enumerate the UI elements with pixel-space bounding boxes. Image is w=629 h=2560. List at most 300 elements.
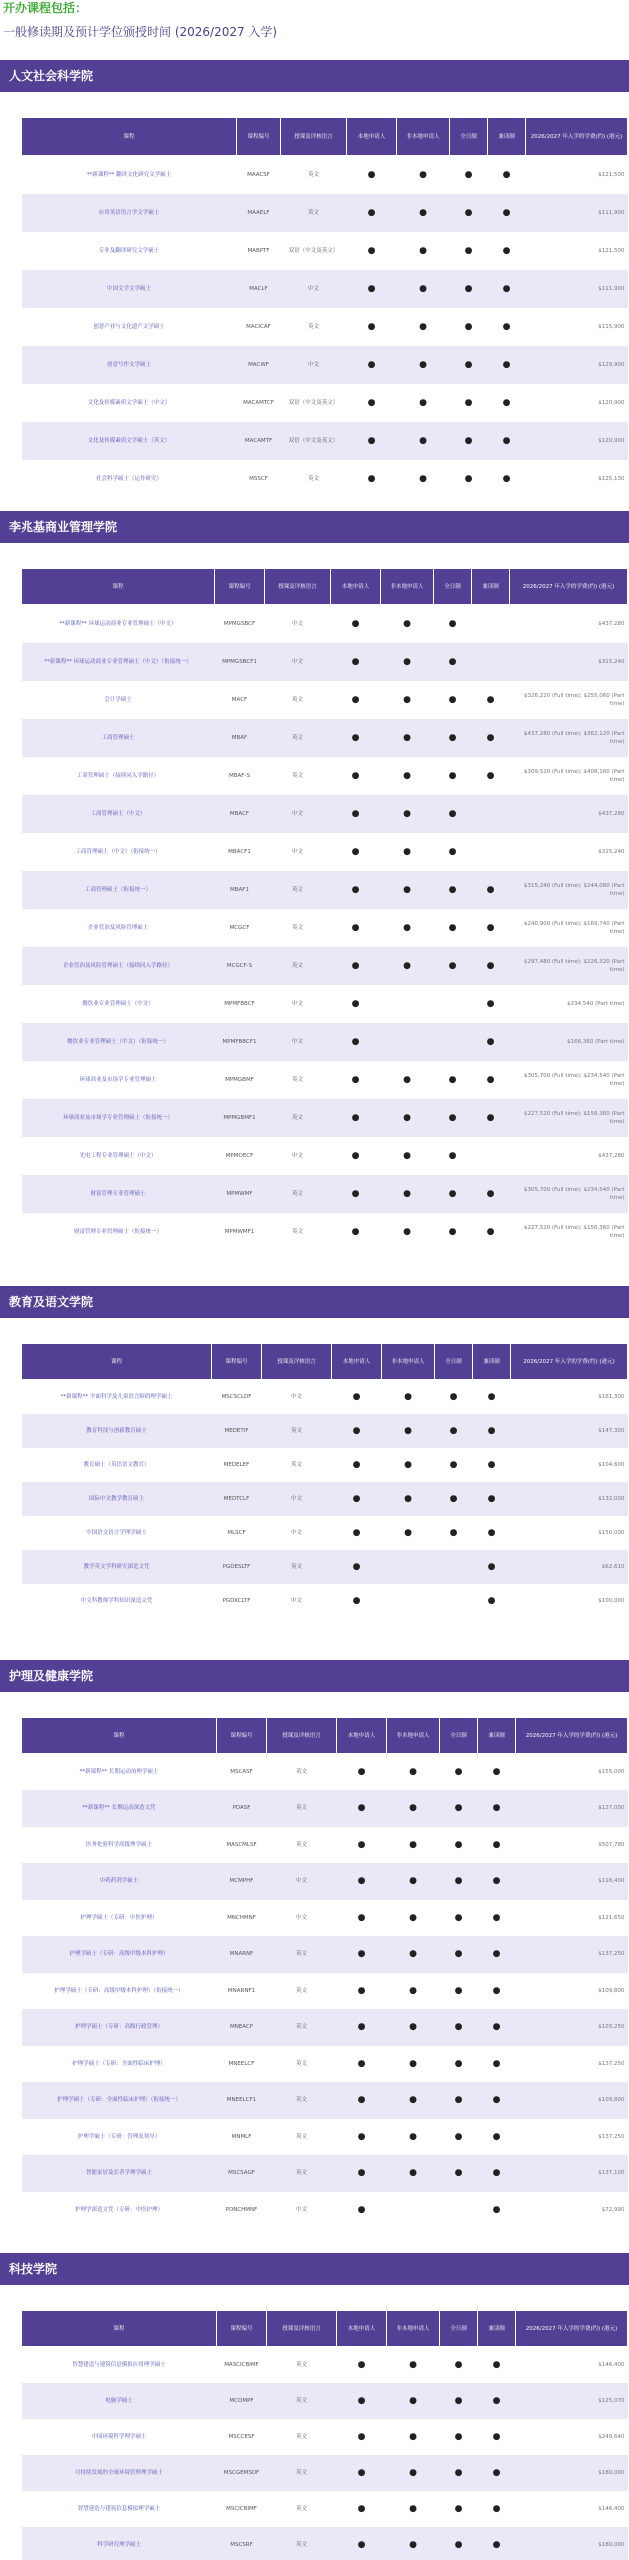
programme-language: 英文 xyxy=(265,871,331,909)
col-part-time-header: 兼读制 xyxy=(478,2311,516,2347)
part-time-indicator: ● xyxy=(478,2082,516,2119)
programme-language: 英文 xyxy=(265,1175,331,1213)
nonlocal-indicator: ● xyxy=(419,321,427,332)
col-code-header: 课程编号 xyxy=(217,1718,267,1754)
section-title: 教育及语文学院 xyxy=(9,1295,94,1309)
programme-name-link[interactable]: 工商管理硕士（中文）（衔接统一） xyxy=(75,848,161,855)
programme-name-link[interactable]: **新课程** 长期运动治理学硕士 xyxy=(79,1769,159,1775)
programme-language: 双语（中文及英文） xyxy=(288,247,339,254)
programme-code: MACWF xyxy=(237,346,281,384)
col-code-header: 课程编号 xyxy=(217,2311,267,2347)
programme-code: MSSCF xyxy=(249,475,268,482)
section-title-bar xyxy=(0,1286,629,1318)
table-row xyxy=(22,1516,628,1550)
programme-name-link[interactable]: 护理学硕士（专研：管理及领导） xyxy=(77,2133,161,2140)
full-time-indicator xyxy=(434,985,472,1023)
programme-code: MSCSCLDF xyxy=(221,1393,252,1400)
table-row xyxy=(22,795,628,833)
nonlocal-indicator: ● xyxy=(381,643,434,681)
programme-code: MACAMTCF xyxy=(243,399,274,406)
part-time-indicator: ● xyxy=(487,1459,496,1470)
programme-fee: $125,130 xyxy=(598,475,625,482)
table-row xyxy=(22,2046,628,2083)
full-time-indicator: ● xyxy=(440,2009,478,2046)
programme-code: MLSCF xyxy=(227,1529,246,1536)
programme-fee: $305,700 (Full time); $234,540 (Part time) xyxy=(524,1072,625,1087)
table-row xyxy=(22,2383,628,2419)
nonlocal-indicator: ● xyxy=(404,1391,412,1402)
programme-fee: $129,900 xyxy=(526,346,628,384)
nonlocal-indicator: ● xyxy=(403,618,411,629)
programme-fee: $62,610 xyxy=(511,1550,628,1584)
programme-code: MBAF-S xyxy=(229,772,250,779)
programme-name-link[interactable]: 护理学硕士（专研：高级甲级本科护理） xyxy=(22,1936,217,1973)
table-row xyxy=(22,1061,628,1099)
local-indicator: ● xyxy=(367,473,376,484)
full-time-indicator xyxy=(440,2192,478,2229)
programme-language: 中文 xyxy=(291,848,303,855)
table-header-row xyxy=(22,1344,628,1380)
full-time-indicator: ● xyxy=(440,2527,478,2560)
part-time-indicator: ● xyxy=(472,1175,510,1213)
local-indicator: ● xyxy=(347,194,397,232)
nonlocal-indicator: ● xyxy=(387,1790,440,1827)
programme-name-link[interactable]: 餐饮业专业管理硕士（中文）（衔接统一） xyxy=(22,1023,215,1061)
part-time-indicator: ● xyxy=(472,871,510,909)
programme-code: MSCGEMSDF xyxy=(217,2455,267,2491)
col-full-time-header: 全日制 xyxy=(440,1718,478,1754)
programme-language: 中文 xyxy=(290,1529,302,1536)
programme-code: MACICAF xyxy=(246,323,271,330)
full-time-indicator: ● xyxy=(454,1985,463,1996)
programme-language: 英文 xyxy=(265,1099,331,1137)
local-indicator: ● xyxy=(351,618,360,629)
programme-fee: $147,300 xyxy=(511,1414,628,1448)
nonlocal-indicator: ● xyxy=(409,1839,417,1850)
table-row xyxy=(22,2155,628,2192)
part-time-indicator: ● xyxy=(473,1550,511,1584)
programme-name-link[interactable]: 可持续发展的全球环境管理理学硕士 xyxy=(22,2455,217,2491)
nonlocal-indicator: ● xyxy=(387,2455,440,2491)
nonlocal-indicator: ● xyxy=(387,2383,440,2419)
nonlocal-indicator: ● xyxy=(381,719,434,757)
programme-fee: $146,400 xyxy=(598,2361,625,2368)
local-indicator: ● xyxy=(332,1414,382,1448)
programme-code: MPMWMF xyxy=(215,1175,265,1213)
col-lang-header: 授课及评核语言 xyxy=(265,569,331,605)
programme-code: MEDELEF xyxy=(223,1461,250,1468)
table-row xyxy=(22,1973,628,2010)
programme-code: MCMPHF xyxy=(217,1863,267,1900)
part-time-indicator: ● xyxy=(478,2383,516,2419)
programme-name-link[interactable]: 创意产业与文化遗产文学硕士 xyxy=(93,323,165,330)
full-time-indicator: ● xyxy=(454,1839,463,1850)
section-title: 科技学院 xyxy=(9,2262,58,2276)
full-time-indicator: ● xyxy=(454,2359,463,2370)
programme-language: 英文 xyxy=(307,475,319,482)
programme-language: 英文 xyxy=(291,696,303,703)
table-row xyxy=(22,2082,628,2119)
programme-name-link[interactable]: **新课程** 翻译文化研究文学硕士 xyxy=(86,171,172,178)
programme-fee: $166,360 (Part time) xyxy=(510,1023,628,1061)
col-nonlocal-header: 非本地申请人 xyxy=(387,1718,440,1754)
programme-language: 英文 xyxy=(267,2082,337,2119)
local-indicator: ● xyxy=(337,2009,387,2046)
col-fee-header: 2026/2027 年入学的学费(约) (港元) xyxy=(511,1344,628,1380)
full-time-indicator: ● xyxy=(450,422,488,460)
programme-code: MPMOECF xyxy=(225,1152,254,1159)
part-time-indicator: ● xyxy=(492,1912,501,1923)
programme-fee: $315,240 xyxy=(510,643,628,681)
programme-name-link[interactable]: 财富管理专业管理硕士 xyxy=(22,1175,215,1213)
local-indicator: ● xyxy=(331,1099,381,1137)
table-row xyxy=(22,270,628,308)
nonlocal-indicator: ● xyxy=(409,2058,417,2069)
local-indicator: ● xyxy=(331,1175,381,1213)
full-time-indicator: ● xyxy=(440,1863,478,1900)
nonlocal-indicator xyxy=(387,2192,440,2229)
programme-fee: $125,070 xyxy=(516,2383,628,2419)
full-time-indicator: ● xyxy=(448,1074,457,1085)
programme-code: MBAF1 xyxy=(215,871,265,909)
programme-name-link[interactable]: 专业及翻译研究文学硕士 xyxy=(98,247,160,254)
part-time-indicator: ● xyxy=(492,2359,501,2370)
programme-name-link[interactable]: 护理学硕士（专研：高级甲级本科护理）（衔接统一） xyxy=(54,1987,184,1994)
table-row xyxy=(22,1175,628,1213)
col-lang-header: 授课及评核语言 xyxy=(267,2311,337,2347)
col-name-header: 课程 xyxy=(22,2311,217,2347)
col-code-header: 课程编号 xyxy=(215,569,265,605)
local-indicator: ● xyxy=(347,270,397,308)
table-row xyxy=(22,719,628,757)
programme-code: MPMGBMF1 xyxy=(215,1099,265,1137)
part-time-indicator: ● xyxy=(488,346,526,384)
nonlocal-indicator: ● xyxy=(403,1074,411,1085)
full-time-indicator: ● xyxy=(449,1391,458,1402)
nonlocal-indicator: ● xyxy=(409,1767,417,1777)
local-indicator: ● xyxy=(337,1790,387,1827)
programme-fee: $240,900 (Full time); $169,740 (Part time) xyxy=(524,920,625,935)
programme-name-link[interactable]: 工商管理硕士（接续同入学路径） xyxy=(76,772,160,779)
table-row xyxy=(22,232,628,270)
full-time-indicator: ● xyxy=(440,2155,478,2192)
part-time-indicator: ● xyxy=(472,1099,510,1137)
programme-name-link[interactable]: 文化及传媒素质文学硕士（中文） xyxy=(87,399,171,406)
programme-name-link[interactable]: **新课程** 环球运动商业专业管理硕士（中文）（衔接统一） xyxy=(22,643,215,681)
programme-fee: $315,240 (Full time); $244,080 (Part time) xyxy=(510,871,628,909)
programme-name-link[interactable]: 中文科教师学科知识深造文凭 xyxy=(80,1597,153,1604)
programme-name-link[interactable]: 护理学硕士（专研：高级行政管理） xyxy=(22,2009,217,2046)
full-time-indicator xyxy=(435,1584,473,1618)
programme-table xyxy=(21,2310,628,2560)
programme-name-link[interactable]: 创意写作文学硕士 xyxy=(22,346,237,384)
programme-language: 中文 xyxy=(290,1393,302,1400)
programme-name-link[interactable]: 科学研究理学硕士 xyxy=(22,2527,217,2560)
nonlocal-indicator: ● xyxy=(409,1985,417,1996)
nonlocal-indicator: ● xyxy=(403,846,411,857)
programme-name-link[interactable]: 智慧建造与建筑信息模拟应用理学硕士 xyxy=(72,2361,166,2368)
local-indicator: ● xyxy=(337,2155,387,2192)
programme-name-link[interactable]: 护理学深造文凭（专研：中医护理） xyxy=(74,2206,163,2213)
programme-name-link[interactable]: 工商管理硕士（衔接统一） xyxy=(22,871,215,909)
programme-code: MACAMTF xyxy=(237,422,281,460)
programme-name-link[interactable]: 环球商业及市场学专业管理硕士（衔接统一） xyxy=(22,1099,215,1137)
programme-code: PGDESLTF xyxy=(212,1550,262,1584)
programme-code: MNEELCF xyxy=(228,2060,255,2067)
programme-name-link[interactable]: 智能家居及长者学理学硕士 xyxy=(22,2155,217,2192)
table-row xyxy=(22,757,628,795)
local-indicator: ● xyxy=(351,1226,360,1237)
programme-language: 英文 xyxy=(267,1936,337,1973)
full-time-indicator: ● xyxy=(448,770,457,781)
part-time-indicator: ● xyxy=(488,194,526,232)
local-indicator: ● xyxy=(352,1391,361,1402)
part-time-indicator: ● xyxy=(478,2455,516,2491)
programme-fee: $104,600 xyxy=(598,1461,625,1468)
programme-fee: $109,800 xyxy=(516,2082,628,2119)
local-indicator: ● xyxy=(351,694,360,705)
programme-name-link[interactable]: 餐饮业专业管理硕士（中文） xyxy=(82,1000,154,1007)
programme-name-link[interactable]: 工商管理硕士（中文） xyxy=(22,795,215,833)
programme-fee: $297,480 (Full time); $226,320 (Part time) xyxy=(510,947,628,985)
programme-code: MSCICBIMF xyxy=(226,2505,257,2512)
programme-name-link[interactable]: **新课程** 长期运动深造文凭 xyxy=(22,1790,217,1827)
col-nonlocal-header: 非本地申请人 xyxy=(382,1344,435,1380)
part-time-indicator: ● xyxy=(478,1863,516,1900)
part-time-indicator: ● xyxy=(486,1226,495,1237)
full-time-indicator xyxy=(434,1023,472,1061)
nonlocal-indicator xyxy=(382,1584,435,1618)
full-time-indicator: ● xyxy=(434,719,472,757)
programme-name-link[interactable]: 教学英文学科研究深造文凭 xyxy=(22,1550,212,1584)
programme-table xyxy=(21,568,628,1251)
local-indicator: ● xyxy=(357,2204,366,2215)
col-nonlocal-header: 非本地申请人 xyxy=(387,2311,440,2347)
table-row xyxy=(22,2491,628,2527)
table-row xyxy=(22,1482,628,1516)
nonlocal-indicator: ● xyxy=(397,422,450,460)
part-time-indicator: ● xyxy=(502,245,511,256)
programme-code: MNEELCF1 xyxy=(217,2082,267,2119)
programme-code: MPMFBBCF1 xyxy=(215,1023,265,1061)
col-local-header: 本地申请人 xyxy=(332,1344,382,1380)
programme-fee: $137,250 xyxy=(598,2133,625,2140)
programme-fee: $437,280 (Full time); $362,120 (Part time) xyxy=(510,719,628,757)
programme-fee: $137,250 xyxy=(598,2060,625,2067)
programme-name-link[interactable]: 中药药剂学硕士 xyxy=(22,1863,217,1900)
full-time-indicator: ● xyxy=(464,245,473,256)
full-time-indicator: ● xyxy=(454,2503,463,2514)
programme-fee: $111,900 xyxy=(526,270,628,308)
table-row xyxy=(22,1790,628,1827)
nonlocal-indicator: ● xyxy=(404,1459,412,1470)
full-time-indicator: ● xyxy=(435,1482,473,1516)
programme-name-link[interactable]: 中国文学文学硕士 xyxy=(22,270,237,308)
full-time-indicator xyxy=(435,1550,473,1584)
programme-name-link[interactable]: 企业管治及风险管理硕士（接续同入学路径） xyxy=(22,947,215,985)
part-time-indicator xyxy=(472,1137,510,1175)
table-row xyxy=(22,2119,628,2156)
full-time-indicator: ● xyxy=(464,473,473,484)
local-indicator: ● xyxy=(337,2455,387,2491)
local-indicator: ● xyxy=(357,1985,366,1996)
table-row xyxy=(22,346,628,384)
programme-language: 英文 xyxy=(295,2060,307,2067)
part-time-indicator: ● xyxy=(492,1767,501,1777)
col-name-header: 课程 xyxy=(22,118,237,156)
full-time-indicator: ● xyxy=(434,1175,472,1213)
nonlocal-indicator: ● xyxy=(403,1226,411,1237)
programme-name-link[interactable]: 环球商业及市场学专业管理硕士 xyxy=(79,1076,157,1083)
full-time-indicator: ● xyxy=(450,194,488,232)
programme-language: 英文 xyxy=(295,1841,307,1848)
programme-language: 英文 xyxy=(295,2505,307,2512)
table-row xyxy=(22,2455,628,2491)
programme-language: 英文 xyxy=(295,1987,307,1994)
nonlocal-indicator xyxy=(381,1023,434,1061)
programme-code: PDNCHMNF xyxy=(225,2206,258,2213)
programme-name-link[interactable]: **新课程** 环球运动商业专业管理硕士（中文） xyxy=(59,620,177,627)
programme-language: 中文 xyxy=(291,1000,303,1007)
programme-name-link[interactable]: 会计学硕士 xyxy=(104,696,132,703)
programme-language: 英文 xyxy=(295,2361,307,2368)
programme-language: 英文 xyxy=(262,1550,332,1584)
local-indicator: ● xyxy=(337,2383,387,2419)
programme-name-link[interactable]: 护理学硕士（专研：全面性临床护理）（衔接统一） xyxy=(22,2082,217,2119)
programme-language: 英文 xyxy=(291,1076,303,1083)
nonlocal-indicator: ● xyxy=(404,1527,412,1538)
full-time-indicator: ● xyxy=(435,1414,473,1448)
programme-fee: $227,520 (Full time); $156,360 (Part time) xyxy=(524,1224,625,1239)
full-time-indicator: ● xyxy=(454,1912,463,1923)
nonlocal-indicator: ● xyxy=(419,397,427,408)
local-indicator: ● xyxy=(352,1459,361,1470)
programme-language: 英文 xyxy=(295,2433,307,2440)
table-header-row xyxy=(22,569,628,605)
col-full-time-header: 全日制 xyxy=(440,2311,478,2347)
programme-code: PDASF xyxy=(217,1790,267,1827)
local-indicator: ● xyxy=(357,2359,366,2370)
programme-language: 中文 xyxy=(262,1482,332,1516)
local-indicator: ● xyxy=(357,2503,366,2514)
local-indicator: ● xyxy=(337,1936,387,1973)
programme-name-link[interactable]: 应用英语语言学文学硕士 xyxy=(22,194,237,232)
programme-name-link[interactable]: 智慧建造与建筑信息模拟理学硕士 xyxy=(77,2505,161,2512)
part-time-indicator xyxy=(472,643,510,681)
programme-fee: $120,900 xyxy=(526,422,628,460)
table-header-row xyxy=(22,118,628,156)
local-indicator: ● xyxy=(351,770,360,781)
section-business xyxy=(0,511,629,1251)
table-row xyxy=(22,1414,628,1448)
programme-code: MACF xyxy=(231,696,248,703)
programme-name-link[interactable]: 社会科学硕士（运作研究） xyxy=(95,475,162,482)
programme-name-link[interactable]: 中国环境科学理学硕士 xyxy=(91,2433,147,2440)
section-title: 李兆基商业管理学院 xyxy=(9,520,118,534)
table-row xyxy=(22,871,628,909)
page-title: 开办课程包括： xyxy=(3,1,88,15)
full-time-indicator: ● xyxy=(464,397,473,408)
part-time-indicator: ● xyxy=(488,422,526,460)
local-indicator: ● xyxy=(367,245,376,256)
full-time-indicator: ● xyxy=(434,947,472,985)
part-time-indicator: ● xyxy=(502,397,511,408)
programme-language: 英文 xyxy=(291,772,303,779)
programme-fee: $326,220 (Full time); $255,060 (Part time) xyxy=(524,692,625,707)
part-time-indicator: ● xyxy=(478,2527,516,2560)
programme-fee: $437,280 xyxy=(598,620,625,627)
local-indicator: ● xyxy=(331,719,381,757)
local-indicator: ● xyxy=(367,169,376,180)
programme-name-link[interactable]: 工商管理硕士 xyxy=(22,719,215,757)
programme-fee: $109,800 xyxy=(598,1987,625,1994)
programme-name-link[interactable]: 中国语文语言学理学硕士 xyxy=(86,1529,147,1536)
programme-name-link[interactable]: 教育科技与创新教育硕士 xyxy=(22,1414,212,1448)
part-time-indicator: ● xyxy=(492,1985,501,1996)
local-indicator: ● xyxy=(357,1839,366,1850)
programme-name-link[interactable]: 护理学硕士（专研：中医护理） xyxy=(80,1914,158,1921)
local-indicator: ● xyxy=(331,795,381,833)
table-row xyxy=(22,156,628,194)
programme-name-link[interactable]: 企业管治及风险管理硕士 xyxy=(87,924,149,931)
programme-name-link[interactable]: 护理学硕士（专研：全面性临床护理） xyxy=(72,2060,166,2067)
programme-name-link[interactable]: 电脑学硕士 xyxy=(22,2383,217,2419)
programme-fee: $127,000 xyxy=(516,1790,628,1827)
table-row xyxy=(22,1550,628,1584)
local-indicator: ● xyxy=(351,1150,360,1161)
programme-code: MBACF1 xyxy=(228,848,251,855)
part-time-indicator: ● xyxy=(487,1527,496,1538)
full-time-indicator: ● xyxy=(440,2383,478,2419)
programme-name-link[interactable]: 教育硕士（英语语文教育） xyxy=(83,1461,150,1468)
programme-name-link[interactable]: 财富管理专业管理硕士（衔接统一） xyxy=(73,1228,162,1235)
table-header-row xyxy=(22,2311,628,2347)
nonlocal-indicator: ● xyxy=(381,871,434,909)
part-time-indicator: ● xyxy=(492,2204,501,2215)
col-lang-header: 授课及评核语言 xyxy=(281,118,347,156)
col-nonlocal-header: 非本地申请人 xyxy=(381,569,434,605)
page-subtitle: 一般修读期及预计学位颁授时间 (2026/2027 入学) xyxy=(3,25,278,39)
programme-name-link[interactable]: 光电工程专业管理硕士（中文） xyxy=(79,1152,157,1159)
section-title: 护理及健康学院 xyxy=(9,1669,94,1683)
programme-name-link[interactable]: **新课程** 全面科学及儿童语言障碍理学硕士 xyxy=(60,1393,173,1400)
programme-language: 中文 xyxy=(295,1914,307,1921)
full-time-indicator: ● xyxy=(434,795,472,833)
programme-fee: $132,000 xyxy=(511,1482,628,1516)
programme-language: 英文 xyxy=(291,924,303,931)
programme-name-link[interactable]: 医务化验科学高级理学硕士 xyxy=(85,1841,152,1848)
local-indicator: ● xyxy=(357,2058,366,2069)
programme-code: MPMGBMF xyxy=(225,1076,254,1083)
programme-language: 英文 xyxy=(265,947,331,985)
nonlocal-indicator: ● xyxy=(387,1863,440,1900)
programme-name-link[interactable]: 文化及传媒素质文学硕士（英文） xyxy=(22,422,237,460)
programme-fee: $507,780 xyxy=(598,1841,625,1848)
section-science-technology xyxy=(0,2253,629,2560)
programme-language: 中文 xyxy=(291,620,303,627)
local-indicator: ● xyxy=(351,846,360,857)
programme-name-link[interactable]: 国际中文教学教育硕士 xyxy=(22,1482,212,1516)
part-time-indicator: ● xyxy=(472,1023,510,1061)
programme-code: MSCASF xyxy=(230,1769,253,1775)
programme-table xyxy=(21,117,628,498)
table-row xyxy=(22,460,628,498)
nonlocal-indicator: ● xyxy=(403,694,411,705)
section-education xyxy=(0,1286,629,1626)
local-indicator: ● xyxy=(337,1863,387,1900)
local-indicator: ● xyxy=(357,2431,366,2442)
table-row xyxy=(22,605,628,643)
